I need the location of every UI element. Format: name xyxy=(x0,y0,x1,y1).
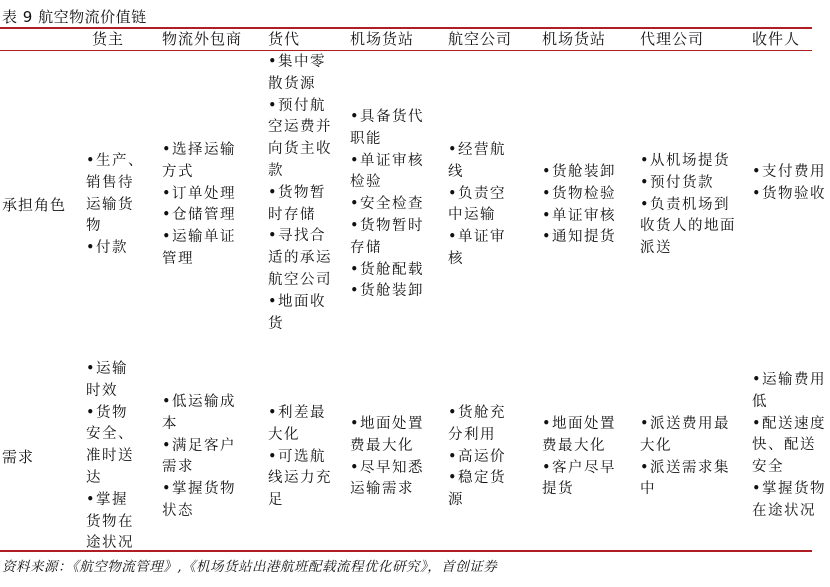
cell-item: •从机场提货 xyxy=(640,153,731,169)
cell-item: •安全检查 xyxy=(350,196,425,213)
cell-item: •寻找合适的承运航空公司 xyxy=(268,228,332,288)
table-cell xyxy=(162,392,250,523)
cell-item: •掌握货物状态 xyxy=(162,481,237,519)
cell-item: •货物暂时存储 xyxy=(350,217,425,256)
cell-item: •稳定货源 xyxy=(448,470,507,509)
cell-item: •掌握货物在途状况 xyxy=(752,480,827,519)
cell-item: •派送费用最大化 xyxy=(640,416,731,454)
table-cell xyxy=(542,162,628,249)
cell-item: •满足客户需求 xyxy=(162,437,237,476)
cell-item: •客户尽早提货 xyxy=(542,459,617,498)
cell-item: •货物安全、准时送达 xyxy=(86,404,134,486)
column-header: 收件人 xyxy=(752,30,801,48)
cell-item: •付款 xyxy=(86,240,129,257)
source-note: 资料来源：《航空物流管理》,《机场货站出港航班配载流程优化研究》，首创证券 xyxy=(2,559,498,575)
column-header: 代理公司 xyxy=(640,30,705,48)
cell-item: •预付货款 xyxy=(640,174,715,191)
cell-item: •仓储管理 xyxy=(162,207,237,224)
row-label-role: 承担角色 xyxy=(2,196,67,214)
cell-item: •运输时效 xyxy=(86,361,129,399)
table-cell xyxy=(162,140,250,271)
cell-item: •货舱装卸 xyxy=(350,283,425,300)
cell-item: •可选航线运力充足 xyxy=(268,448,332,509)
cell-item: •利差最大化 xyxy=(268,405,327,443)
cell-item: •低运输成本 xyxy=(162,394,237,432)
cell-item: •地面收货 xyxy=(268,293,327,332)
cell-item: •高运价 xyxy=(448,448,507,465)
row-label-demand: 需求 xyxy=(2,448,35,466)
table-cell xyxy=(752,162,830,206)
cell-item: •货舱装卸 xyxy=(542,164,617,180)
table-cell xyxy=(350,107,438,303)
table-cell xyxy=(448,403,522,512)
table-cell xyxy=(86,359,144,555)
column-header: 机场货站 xyxy=(542,30,607,48)
cell-item: •尽早知悉运输需求 xyxy=(350,459,425,498)
cell-item: •单证审核 xyxy=(448,229,507,267)
cell-item: •地面处置费最大化 xyxy=(350,416,425,454)
cell-item: •集中零散货源 xyxy=(268,54,327,92)
cell-item: •选择运输方式 xyxy=(162,142,237,180)
column-header: 航空公司 xyxy=(448,30,513,48)
cell-item: •货物检验 xyxy=(542,185,617,202)
cell-item: •订单处理 xyxy=(162,185,237,202)
cell-item: •货舱配载 xyxy=(350,261,425,278)
cell-item: •货物暂时存储 xyxy=(268,184,327,223)
cell-item: •具备货代职能 xyxy=(350,109,425,147)
cell-item: •经营航线 xyxy=(448,142,507,180)
table-cell xyxy=(350,414,438,501)
cell-item: •支付费用 xyxy=(752,164,827,180)
cell-item: •单证审核 xyxy=(542,207,617,224)
cell-item: •派送需求集中 xyxy=(640,459,731,498)
table-cell xyxy=(640,414,740,501)
cell-item: •负责机场到收货人的地面派送 xyxy=(640,196,736,257)
cell-item: •运输单证管理 xyxy=(162,229,237,267)
cell-item: •货物验收 xyxy=(752,185,827,202)
cell-item: •负责空中运输 xyxy=(448,185,507,224)
cell-item: •掌握货物在途状况 xyxy=(86,491,134,552)
table-cell xyxy=(640,151,740,260)
cell-item: •通知提货 xyxy=(542,229,617,246)
column-header: 物流外包商 xyxy=(162,30,243,48)
header-rule xyxy=(0,50,812,51)
cell-item: •运输费用低 xyxy=(752,372,827,410)
table-cell xyxy=(448,140,522,271)
table-caption: 表 9 航空物流价值链 xyxy=(2,8,147,26)
table-cell xyxy=(268,403,334,512)
cell-item: •地面处置费最大化 xyxy=(542,416,617,454)
table-cell xyxy=(752,370,830,523)
cell-item: •配送速度快、配送安全 xyxy=(752,415,827,476)
cell-item: •预付航空运费并向货主收款 xyxy=(268,97,332,179)
column-header: 机场货站 xyxy=(350,30,415,48)
cell-item: •单证审核检验 xyxy=(350,152,425,191)
table-cell xyxy=(542,414,628,501)
cell-item: •生产、销售待运输货物 xyxy=(86,153,145,235)
table-cell xyxy=(268,52,334,335)
table-cell xyxy=(86,151,146,260)
column-header: 货主 xyxy=(92,30,125,48)
column-header: 货代 xyxy=(268,30,301,48)
cell-item: •货舱充分利用 xyxy=(448,405,507,443)
